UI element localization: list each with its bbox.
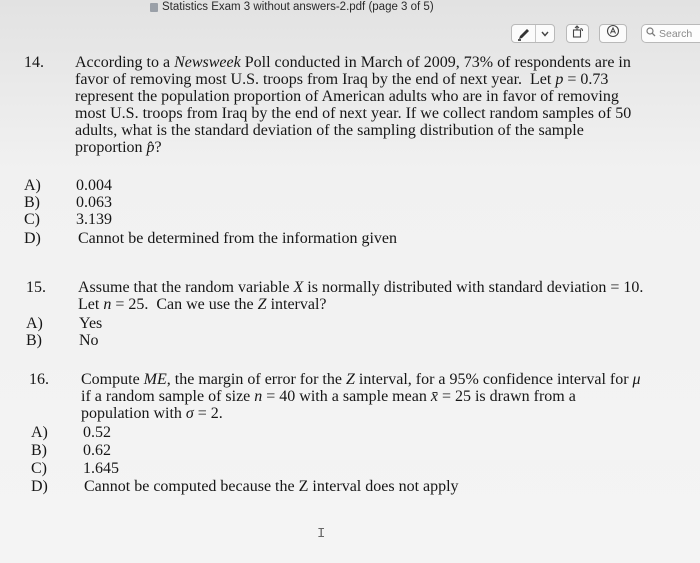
- document-icon: [150, 3, 158, 12]
- markup-pen-group[interactable]: [511, 24, 555, 43]
- share-icon: [571, 25, 584, 43]
- question-line: favor of removing most U.S. troops from Iraq by the end of next year. Let p = 0.73: [75, 71, 609, 88]
- option-text: 0.52: [83, 424, 111, 441]
- option-label: B): [26, 332, 42, 349]
- option-label: B): [24, 194, 40, 211]
- option-label: A): [26, 315, 43, 332]
- text-cursor-icon: I: [317, 526, 326, 542]
- question-number: 15.: [26, 279, 46, 296]
- option-label: C): [24, 211, 40, 228]
- option-text: Yes: [79, 315, 103, 332]
- option-label: D): [31, 478, 48, 495]
- question-text: [78, 279, 643, 313]
- annotate-icon: [606, 24, 620, 43]
- option-text: 3.139: [76, 211, 112, 228]
- chevron-down-icon[interactable]: [536, 25, 554, 42]
- pdf-page: [0, 44, 700, 563]
- question-number: 14.: [24, 54, 44, 71]
- question-line: Assume that the random variable X is normally distributed with standard deviation = 10.: [78, 279, 644, 296]
- question-text: [81, 371, 641, 422]
- question-line: According to a Newsweek Poll conducted in March of 2009, 73% of respondents are in: [75, 54, 631, 71]
- option-label: A): [31, 424, 48, 441]
- question-number: 16.: [29, 371, 49, 388]
- share-button[interactable]: [566, 24, 589, 43]
- window-title: Statistics Exam 3 without answers-2.pdf (page 3 of 5): [162, 1, 434, 13]
- option-label: B): [31, 442, 47, 459]
- option-text: Cannot be computed because the Z interval does not apply: [84, 478, 459, 495]
- option-label: C): [31, 460, 47, 477]
- annotate-button[interactable]: [599, 24, 627, 43]
- question-line: if a random sample of size n = 40 with a sample mean x̄ = 25 is drawn from a: [81, 388, 576, 405]
- option-text: Cannot be determined from the information given: [78, 230, 398, 247]
- question-line: represent the population proportion of American adults who are in favor of removing: [75, 88, 619, 105]
- search-field[interactable]: [641, 24, 700, 43]
- option-text: 0.063: [76, 194, 112, 211]
- window-title-bar: [0, 0, 700, 14]
- search-placeholder: Search: [659, 27, 693, 40]
- question-line: population with σ = 2.: [81, 405, 223, 422]
- question-line: most U.S. troops from Iraq by the end of next year. If we collect random samples of 50: [75, 105, 632, 122]
- question-line: proportion p̂?: [75, 139, 162, 156]
- question-line: adults, what is the standard deviation of the sampling distribution of the sample: [75, 122, 584, 139]
- option-text: 0.62: [83, 442, 111, 459]
- search-icon: [646, 27, 656, 40]
- option-text: 0.004: [76, 177, 112, 194]
- option-label: D): [24, 230, 41, 247]
- option-text: No: [79, 332, 99, 349]
- question-line: Let n = 25. Can we use the Z interval?: [78, 296, 327, 313]
- question-line: Compute ME, the margin of error for the Z interval, for a 95% confidence interval for μ: [81, 371, 641, 388]
- option-text: 1.645: [83, 460, 119, 477]
- markup-pen-icon[interactable]: [512, 25, 535, 42]
- question-text: [75, 54, 631, 156]
- option-label: A): [24, 177, 41, 194]
